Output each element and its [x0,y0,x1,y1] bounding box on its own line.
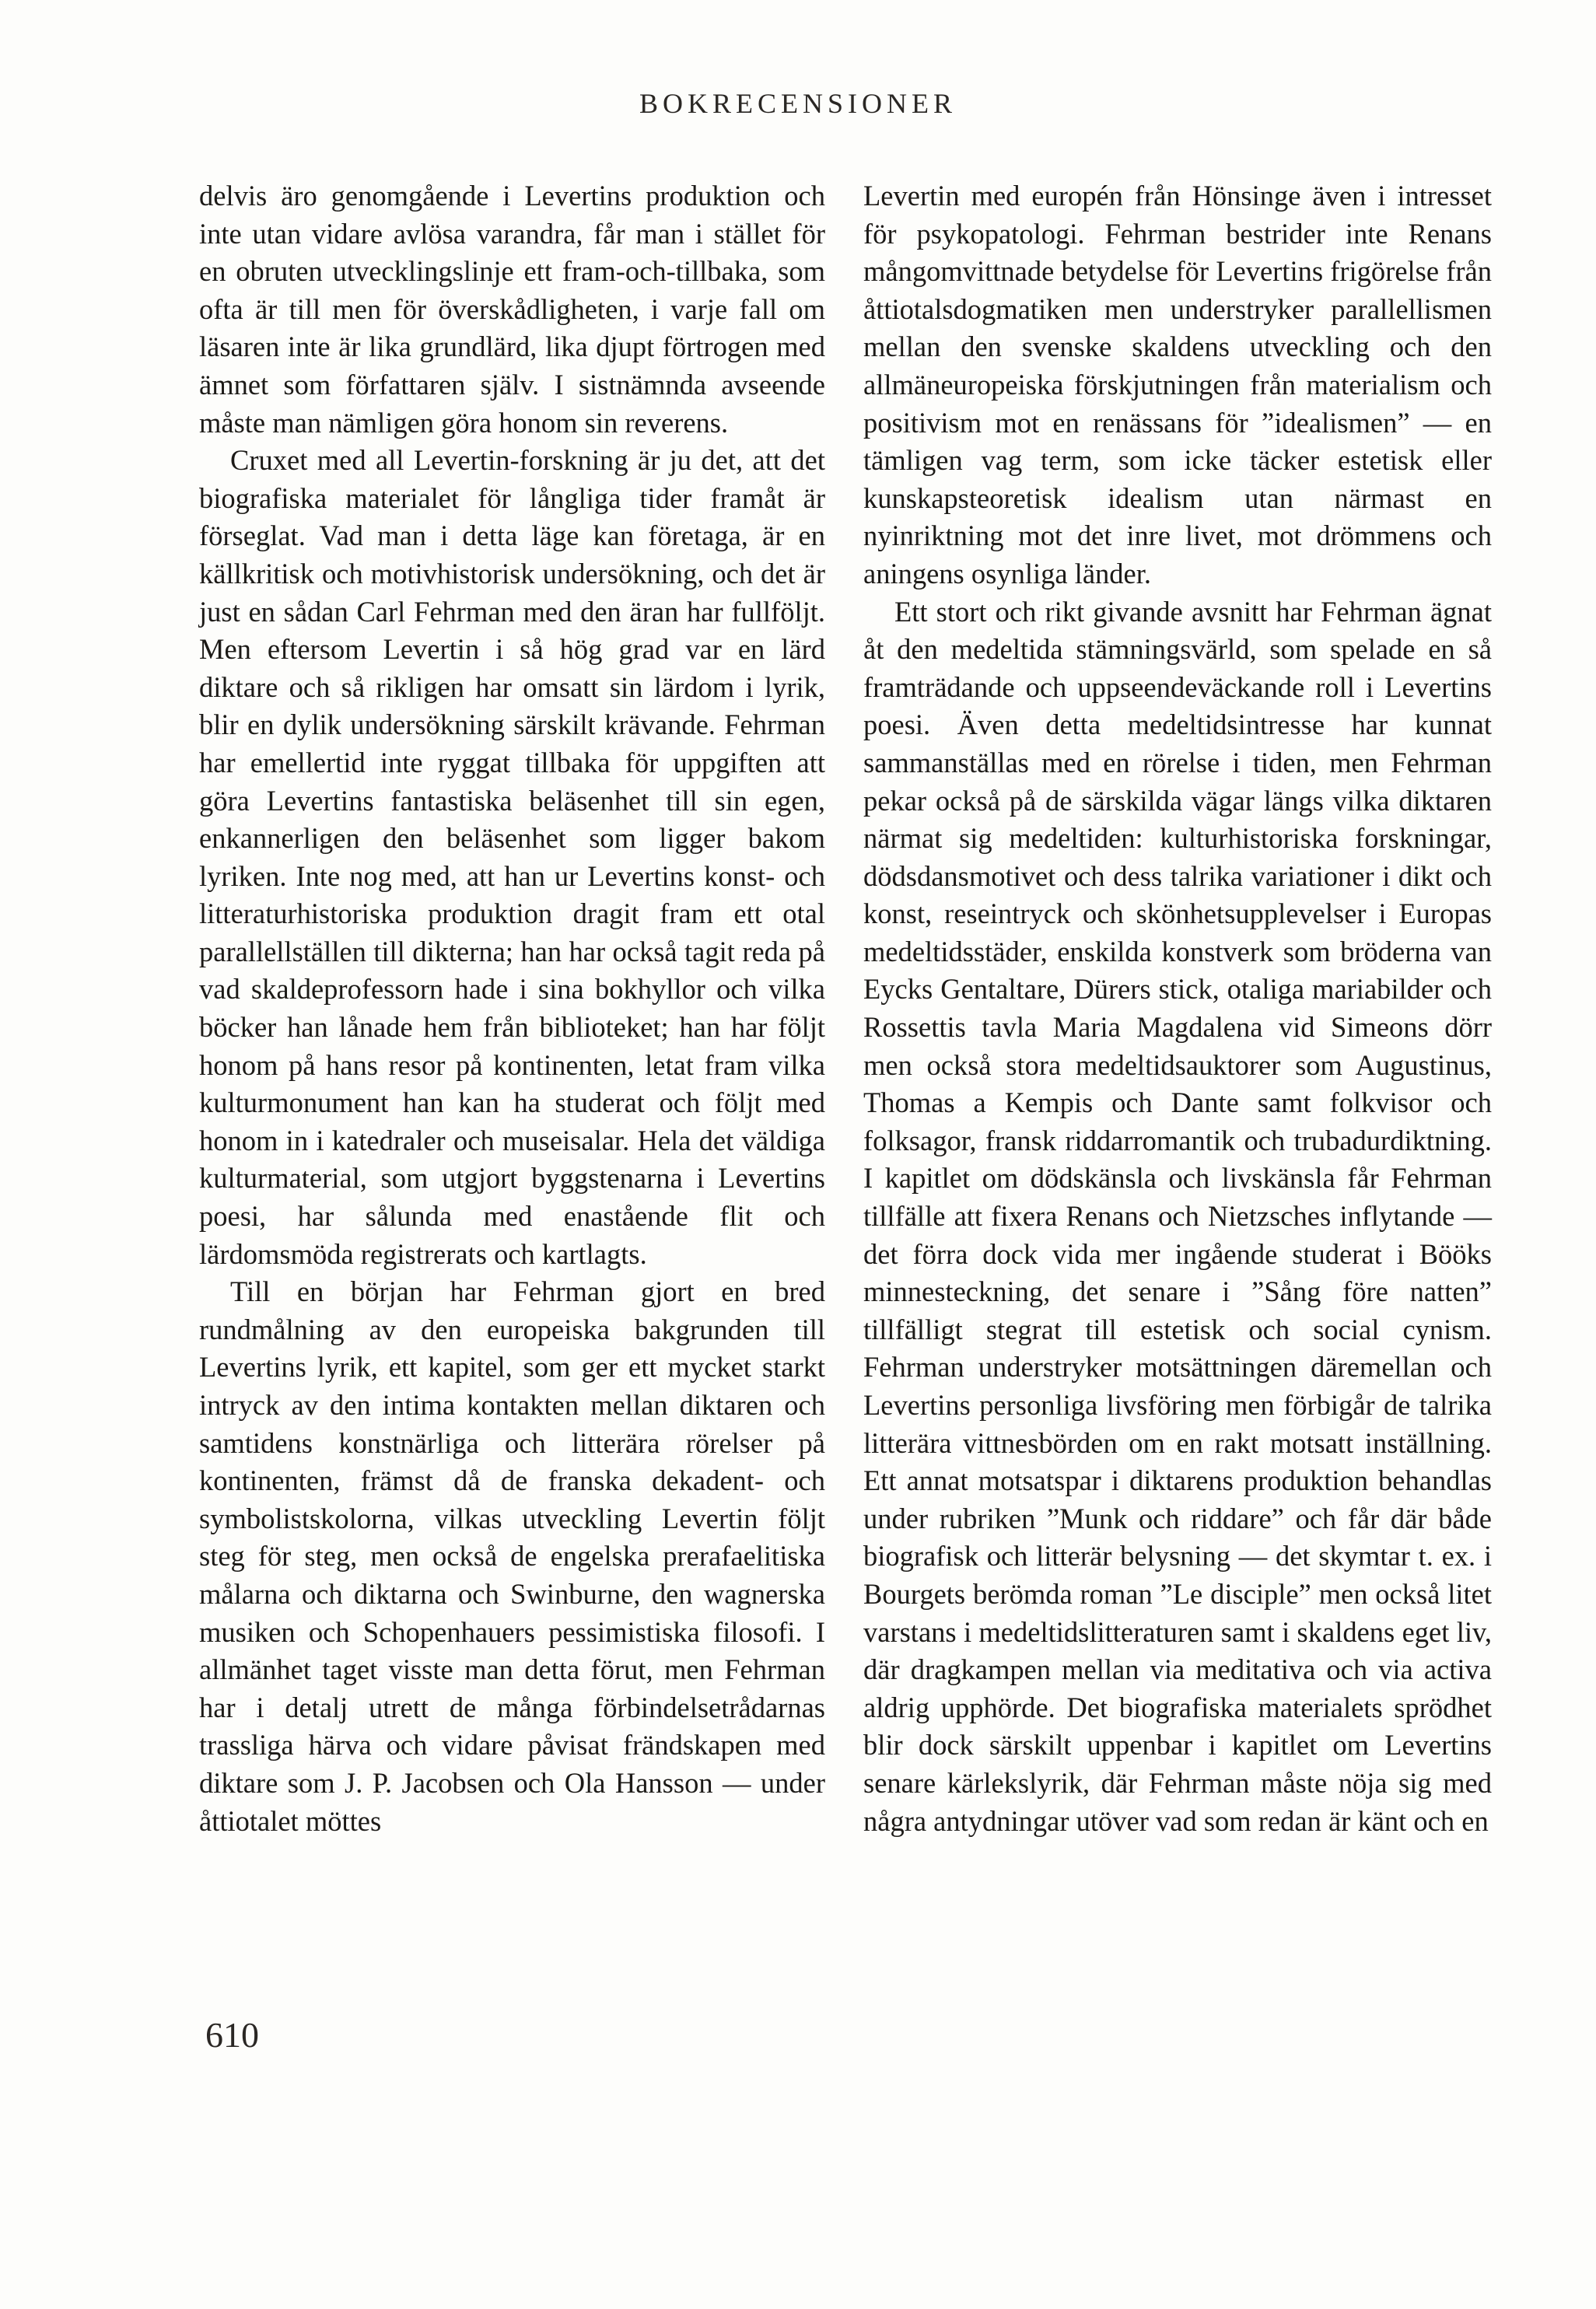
right-column [863,177,1492,1840]
paragraph: Ett stort och rikt givande avsnitt har Fehrman ägnat åt den medeltida stämningsvärld, som spelade en så framträdande och uppseendeväckande roll i Levertins poesi. Även detta medeltidsintresse har kunnat sammanställas med en rörelse i tiden, men Fehrman pekar också på de särskilda vägar längs vilka diktaren närmat sig medeltiden: kulturhistoriska forskningar, dödsdansmotivet och dess talrika variationer i dikt och konst, reseintryck och skönhetsupplevelser i Europas medeltidsstäder, enskilda konstverk som bröderna van Eycks Gentaltare, Dürers stick, otaliga mariabilder och Rossettis tavla Maria Magdalena vid Simeons dörr men också stora medeltidsauktorer som Augustinus, Thomas a Kempis och Dante samt folkvisor och folksagor, fransk riddarromantik och trubadurdiktning. I kapitlet om dödskänsla och livskänsla får Fehrman tillfälle att fixera Renans och Nietzsches inflytande — det förra dock vida mer ingående studerat i Bööks minnesteckning, det senare i ”Sång före natten” tillfälligt stegrat till estetisk och social cynism. Fehrman understryker motsättningen däremellan och Levertins personliga livsföring men förbigår de talrika litterära vittnesbörden om en rakt motsatt inställning. Ett annat motsatspar i diktarens produktion behandlas under rubriken ”Munk och riddare” och får där både biografisk och litterär belysning — det skymtar t. ex. i Bourgets berömda roman ”Le disciple” men också litet varstans i medeltidslitteraturen samt i skaldens eget liv, där dragkampen mellan via meditativa och via activa aldrig upphörde. Det biografiska materialets sprödhet blir dock särskilt uppenbar i kapitlet om Levertins senare kärlekslyrik, där Fehrman måste nöja sig med några antydningar utöver vad som redan är känt och en [863,595,1492,1837]
paragraph: delvis äro genomgående i Levertins produktion och inte utan vidare avlösa varandra, får man i stället för en obruten utvecklingslinje ett fram-och-tillbaka, som ofta är till men för överskådligheten, i varje fall om läsaren inte är lika grundlärd, lika djupt förtrogen med ämnet som författaren själv. I sistnämnda avseende måste man nämligen göra honom sin reverens. [199,180,825,439]
running-header: BOKRECENSIONER [639,88,957,119]
paragraph: Till en början har Fehrman gjort en bred rundmålning av den europeiska bakgrunden till Levertins lyrik, ett kapitel, som ger ett mycket starkt intryck av den intima kontakten mellan diktaren och samtidens konstnärliga och litterära rörelser på kontinenten, främst då de franska dekadent- och symbolistskolorna, vilkas utveckling Levertin följt steg för steg, men också de engelska prerafaelitiska målarna och diktarna och Swinburne, den wagnerska musiken och Schopenhauers pessimistiska filosofi. I allmänhet taget visste man detta förut, men Fehrman har i detalj utrett de många förbindelsetrådarnas trassliga härva och vidare påvisat frändskapen med diktare som J. P. Jacobsen och Ola Hansson — under åttiotalet möttes [199,1275,825,1837]
page-number: 610 [205,2015,259,2055]
paragraph: Cruxet med all Levertin-forskning är ju det, att det biografiska materialet för långliga tider framåt är förseglat. Vad man i detta läge kan företaga, är en källkritisk och motivhistorisk undersökning, och det är just en sådan Carl Fehrman med den äran har fullföljt. Men eftersom Levertin i så hög grad var en lärd diktare och så rikligen har omsatt sin lärdom i lyrik, blir en dylik undersökning särskilt krävande. Fehrman har emellertid inte ryggat tillbaka för uppgiften att göra Levertins fantastiska beläsenhet till sin egen, enkannerligen den beläsenhet som ligger bakom lyriken. Inte nog med, att han ur Levertins konst- och litteraturhistoriska produktion dragit fram ett otal parallellställen till dikterna; han har också tagit reda på vad skaldeprofessorn hade i sina bokhyllor och vilka böcker han lånade hem från biblioteket; han har följt honom på hans resor på kontinenten, letat fram vilka kulturmonument han kan ha studerat och följt med honom in i katedraler och museisalar. Hela det väldiga kulturmaterial, som utgjort byggstenarna i Levertins poesi, har sålunda med enastående flit och lärdomsmöda registrerats och kartlagts. [199,444,825,1270]
left-column [199,177,825,1840]
paragraph: Levertin med europén från Hönsinge även i intresset för psykopatologi. Fehrman bestrider inte Renans mångomvittnade betydelse för Levertins frigörelse från åttiotalsdogmatiken men understryker parallellismen mellan den svenske skaldens utveckling och den allmäneuropeiska förskjutningen från materialism och positivism mot en renässans för ”idealismen” — en tämligen vag term, som icke täcker estetisk eller kunskapsteoretisk idealism utan närmast en nyinriktning mot det inre livet, mot drömmens och aningens osynliga länder. [863,180,1492,589]
